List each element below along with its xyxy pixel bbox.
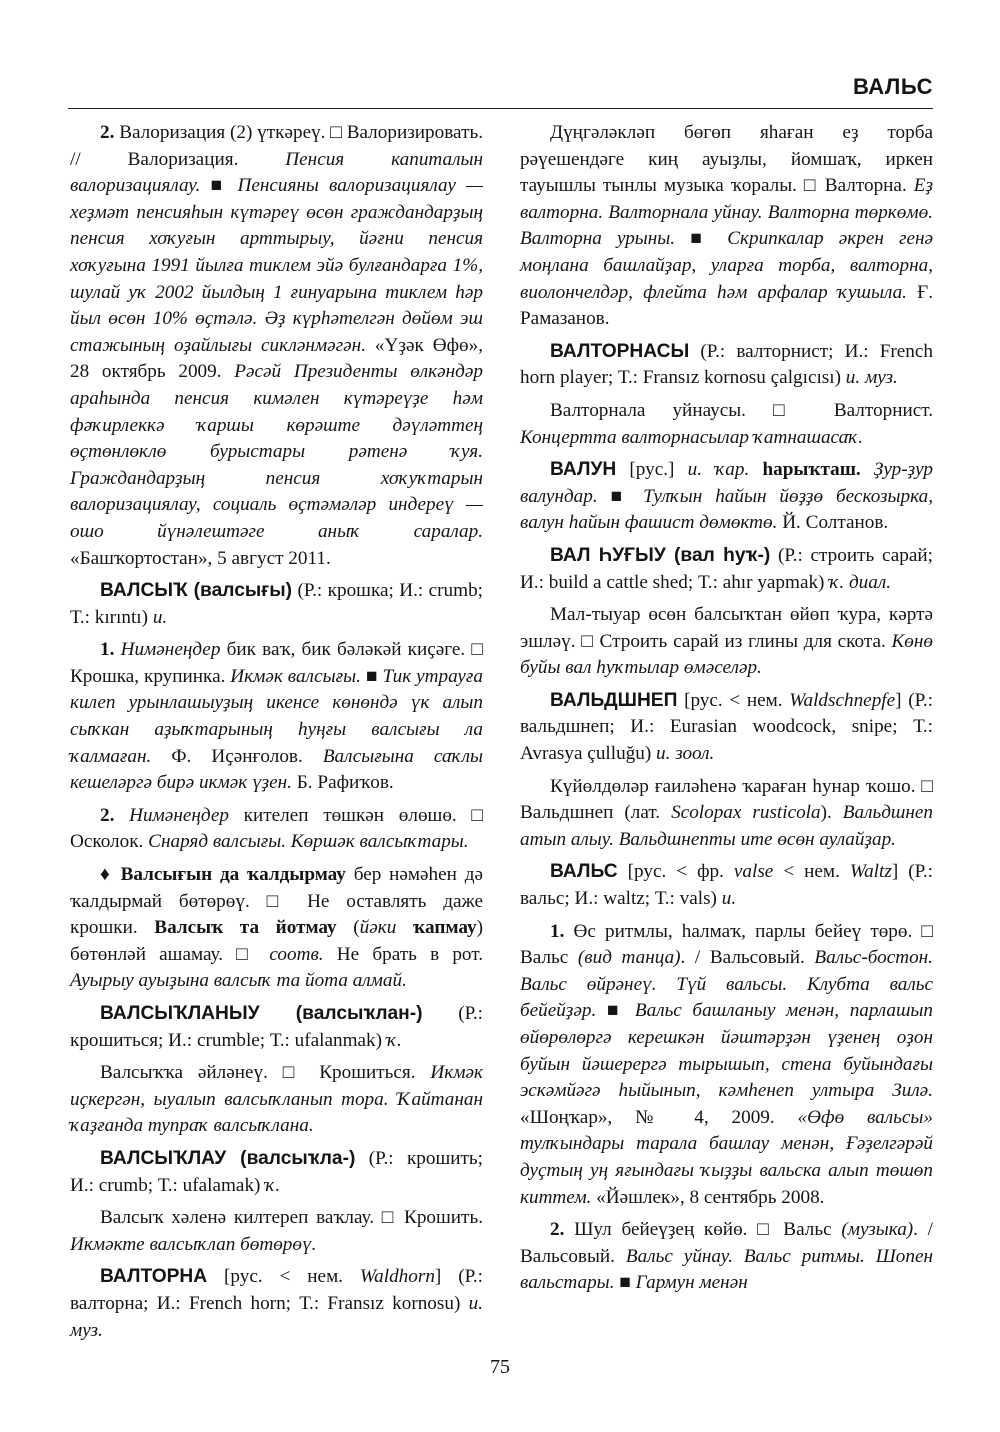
punctuation xyxy=(396,917,413,938)
sense-paragraph xyxy=(70,1060,483,1140)
quotation-text: Скрипкалар әкрен генә моңлана башлайҙар, уларға торба, валторна, виолончелдәр, флейта һәм арфалар ҡушыла. xyxy=(520,228,933,303)
sense-number: 2. xyxy=(100,804,130,826)
entry-translations: ] (Р.: вальс; И.: waltz; Т.: vals) xyxy=(520,861,933,910)
source-citation: «Йәшлек», 8 сентябрь 2008. xyxy=(596,1186,825,1208)
example-text: Ҙур-ҙур валундар. xyxy=(520,459,933,507)
square-bullet-icon: ■ xyxy=(619,1272,636,1294)
example-text: Икмәк валсығы. xyxy=(230,665,366,687)
sense-paragraph xyxy=(520,398,933,451)
etymology-word: Waldhorn xyxy=(359,1266,435,1288)
running-title: ВАЛЬС xyxy=(852,74,933,99)
definition-text: Валсыҡҡа әйләнеү. □ Крошиться. xyxy=(100,1062,431,1084)
entry-translations: (Р.: валторнист; И.: French horn player; Т.: Fransız kornosu çalgıcısı) xyxy=(520,340,933,389)
entry-stem: (валсыҡла-) xyxy=(226,1147,356,1169)
idiom-paragraph xyxy=(70,862,483,995)
square-bullet-icon: ■ xyxy=(610,485,644,507)
punctuation xyxy=(861,459,874,480)
entry-translations: (Р.: крошка; И.: crumb; Т.: kırıntı) xyxy=(70,580,483,628)
example-text: Икмәкте валсыҡлап бөтөрөү. xyxy=(70,1233,317,1255)
example-text: Вальс уйнау. Вальс ритмы. Шопен вальстары. xyxy=(520,1245,934,1294)
entry-headword: ВАЛЬС xyxy=(550,861,618,883)
etymology-word: Waldschnepfe xyxy=(789,689,896,711)
entry-headword: ВАЛЬДШНЕП xyxy=(550,689,678,711)
punctuation: ( xyxy=(336,917,360,939)
part-of-speech: и. xyxy=(152,606,168,628)
definition-text: Не брать в рот. xyxy=(323,943,483,965)
entry-translations: (Р.: строить сарай; И.: build a cattle shed; Т.: ahır yapmak) xyxy=(520,544,933,593)
square-bullet-icon: ■ xyxy=(365,665,383,687)
definition-text: Валторнала уйнаусы. □ Валторнист. xyxy=(550,399,933,421)
example-text: Снаряд валсығы. Көршәк валсыҡтары. xyxy=(148,831,469,853)
running-header xyxy=(68,72,933,109)
part-of-speech: и. муз. xyxy=(70,1292,483,1341)
definition-text: Мал-тыуар өсөн балсыҡтан өйөп ҡура, кәртә эшләү. □ Строить сарай из глины для скота. xyxy=(520,604,933,652)
entry-translations: ] (Р.: валторна; И.: French horn; Т.: Fransız kornosu) xyxy=(70,1266,483,1314)
idiom-phrase: Валсығын да ҡалдырмау xyxy=(120,864,346,886)
sense-number: 1. xyxy=(550,920,574,942)
sense-number: 2. xyxy=(550,1219,575,1241)
dictionary-entry xyxy=(520,688,933,768)
definition-text: кителеп төшкән өлөшө. □ Осколок. xyxy=(70,804,484,853)
source-citation: Ф. Иҫәнғолов. xyxy=(171,745,323,767)
dictionary-entry xyxy=(520,457,933,537)
part-of-speech: ҡ. xyxy=(386,1029,402,1051)
quotation-text: Пенсияны валоризациялау — хеҙмәт пенсияһын күтәреү өсөн граждандарҙың пенсия хоҡуғын арттырыу, йәғни пенсия хоҡуғына 1991 йылға тиклем эйә булғандарға 1%, шулай уҡ 2002 йылдың 1 ғинуарына тиклем һәр йыл өсөн 10% өҫтәлә. Әҙ күрһәтелгән дөйөм эш стажының оҙайлығы сикләнмәгән. xyxy=(70,175,483,356)
part-of-speech: и. xyxy=(721,888,737,910)
idiom-variant-marker: йәки xyxy=(359,917,397,939)
dictionary-entry xyxy=(70,1001,483,1054)
definition-text: ) бөтөнләй ашамау. □ xyxy=(70,917,483,965)
entry-translations: (Р.: крошиться; И.: crumble; Т.: ufalanmak) xyxy=(70,1003,483,1051)
part-of-speech: ҡ. диал. xyxy=(829,571,892,593)
part-of-speech: и. ҡар. xyxy=(687,459,750,481)
sense-paragraph xyxy=(70,1205,483,1258)
dictionary-entry xyxy=(70,578,483,631)
definition-text: Шул бейеүҙең көйө. □ Вальс xyxy=(574,1219,842,1241)
abbreviation: соотв. xyxy=(269,943,324,965)
entry-translations: (Р.: крошить; И.: crumb; Т.: ufalamak) xyxy=(70,1147,483,1196)
dictionary-entry xyxy=(520,339,933,392)
etymology-text: [рус. < нем. xyxy=(207,1266,360,1288)
etymology-text: [рус.] xyxy=(616,459,688,481)
definition-text: Дүңгәләкләп бөгөп яһаған еҙ торба рәүешендәге киң ауыҙлы, йомшаҡ, иркен тауышлы тынлы музыка ҡоралы. □ Валторна. xyxy=(520,122,933,197)
gloss-note: (музыка) xyxy=(841,1219,914,1241)
source-citation: Б. Рафиҡов. xyxy=(296,772,394,794)
punctuation: ). xyxy=(820,802,843,824)
part-of-speech: и. зоол. xyxy=(656,743,715,765)
sense-number: 1. xyxy=(100,639,121,661)
example-text: Көнө буйы вал һуҡтылар өмәселәр. xyxy=(520,630,933,679)
source-citation: «Башҡортостан», 5 август 2011. xyxy=(70,547,331,569)
definition-text: Валсыҡ хәленә килтереп ваҡлау. □ Крошить. xyxy=(100,1207,483,1229)
dictionary-entry xyxy=(70,1264,483,1344)
quotation-text: Гармун менән xyxy=(635,1272,748,1294)
quotation-text: «Өфө вальсы» тулҡындары тарала башлау менән, Ғәҙелгәрәй дуҫтың уң яғындағы ҡыҙҙы вальска алып төшөп киттем. xyxy=(520,1106,933,1208)
definition-text: Күйөлдөләр ғаиләһенә ҡараған һунар ҡошо. □ Вальдшнеп (лат. xyxy=(520,775,933,824)
entry-stem: (валсығы) xyxy=(187,580,293,602)
source-citation: «Үҙәк Өфө», 28 октябрь 2009. xyxy=(70,334,483,383)
etymology-text: < нем. xyxy=(773,861,850,883)
entry-headword: ВАЛСЫҠЛАНЫУ xyxy=(100,1003,260,1024)
definition-text: Өс ритмлы, һалмаҡ, парлы бейеү төрө. □ Вальс xyxy=(520,920,933,969)
example-text: Вальс-бостон. Вальс өйрәнеү. Түй вальсы. Клубта вальс бейейҙәр. xyxy=(520,947,933,1022)
entry-headword: ВАЛСЫҠЛАУ xyxy=(100,1147,227,1169)
quotation-text: Тик утрауға килеп урынлашыуҙың икенсе көнөндә үк алып сыҡкан аҙыҡтарының һуңғы валсығы ла ҡалмаған. xyxy=(70,665,484,767)
part-of-speech: и. муз. xyxy=(845,367,898,389)
square-bullet-icon: ■ xyxy=(210,175,238,197)
dictionary-entry xyxy=(520,859,933,912)
definition-text: Валоризация (2) үткәреү. □ Валоризировать. // Валоризация. xyxy=(70,122,484,170)
dictionary-entry xyxy=(520,543,933,596)
punctuation xyxy=(749,459,762,480)
cross-reference: һарыҡташ. xyxy=(762,459,861,481)
left-column xyxy=(70,120,483,1350)
example-text: Вальдшнеп атып алыу. Вальдшнепты ите өсөн аулайҙар. xyxy=(520,802,934,850)
etymology-word: valse xyxy=(733,861,774,883)
sense-number: 2. xyxy=(100,122,120,143)
sense-paragraph xyxy=(520,602,933,682)
example-text: Икмәк иҫкергән, ыуалып валсыҡланып тора. Ҡайтанан ҡаҙғанда тупраҡ валсыҡлана. xyxy=(70,1062,483,1137)
diamond-bullet-icon: ♦ xyxy=(100,864,121,886)
example-text: Ауырыу ауыҙына валсыҡ та йота алмай. xyxy=(70,970,407,992)
sense-paragraph xyxy=(70,637,483,797)
example-text: Концертта валторнасылар ҡатнашасаҡ. xyxy=(520,426,864,448)
right-column xyxy=(520,120,933,1303)
sense-paragraph xyxy=(70,120,483,572)
sense-paragraph xyxy=(70,803,483,856)
entry-headword: ВАЛТОРНА xyxy=(100,1266,208,1288)
sense-paragraph xyxy=(520,1217,933,1297)
etymology-word: Waltz xyxy=(849,861,892,883)
source-citation: «Шоңҡар», № 4, 2009. xyxy=(520,1106,798,1128)
entry-translations: ] (Р.: вальдшнеп; И.: Eurasian woodcock, snipe; Т.: Avrasya çulluğu) xyxy=(520,689,933,765)
entry-headword: ВАЛ ҺУҒЫУ xyxy=(550,544,666,566)
source-citation: Ғ. Рамазанов. xyxy=(520,281,933,330)
etymology-text: [рус. < фр. xyxy=(617,861,734,883)
quotation-text: Вальс башланыу менән, парлашып өйөрөлөргә керешкән йәштәрҙән үҙенең оҙон буйын йәшерергә тырышып, стена буйындағы эскәмйәгә һыйынып, кәмһенеп ултыра Зилә. xyxy=(520,1000,934,1102)
square-bullet-icon: ■ xyxy=(690,228,728,250)
example-text: Пенсия капиталын валоризациялау. xyxy=(70,148,483,197)
definition-italic: Нимәнеңдер xyxy=(129,804,229,826)
definition-text: . / Вальсовый. xyxy=(680,947,815,969)
definition-italic: Нимәнеңдер xyxy=(120,639,221,661)
definition-text: бер нәмәһен дә ҡалдырмай бөтөрөү. □ Не оставлять даже крошки. xyxy=(70,864,484,939)
sense-paragraph xyxy=(520,774,933,854)
example-text: Еҙ валторна. Валторнала уйнау. Валторна төркөмө. Валторна урыны. xyxy=(520,175,933,250)
definition-text: . / Вальсовый. xyxy=(520,1219,933,1267)
quotation-text: Тулҡын һайын йөҙҙө бескозырка, валун һайын фашист дөмөктө. xyxy=(520,485,934,534)
definition-text: бик ваҡ, бик бәләкәй киҫәге. □ Крошка, крупинка. xyxy=(70,639,484,687)
quotation-text: Рәсәй Президенты өлкәндәр араһында пенсия кимәлен күтәреүҙе һәм фәҡирлеккә ҡаршы көрәште дәүләттең өҫтөнлөклө бурыстары рәтенә ҡуя. Граждандарҙың пенсия хоҡуҡтарын валоризациялау, социаль өҫтәмәләр индереү — ошо йүнәлештәге аныҡ саралар. xyxy=(70,361,483,542)
entry-stem: (вал һуҡ-) xyxy=(665,544,771,566)
part-of-speech: ҡ. xyxy=(265,1174,281,1196)
page-number: 75 xyxy=(490,1356,510,1378)
entry-headword: ВАЛСЫҠ xyxy=(100,580,188,602)
idiom-phrase: Валсыҡ та йотмау xyxy=(154,917,337,939)
etymology-text: [рус. < нем. xyxy=(677,689,790,711)
sense-paragraph xyxy=(520,120,933,333)
entry-headword: ВАЛТОРНАСЫ xyxy=(550,340,690,362)
latin-name: Scolopax rusticola xyxy=(671,802,821,824)
dictionary-entry xyxy=(70,1146,483,1199)
source-citation: Й. Солтанов. xyxy=(782,512,889,534)
gloss-note: (вид танца) xyxy=(577,947,681,969)
idiom-phrase: ҡапмау xyxy=(412,917,477,939)
sense-paragraph xyxy=(520,919,933,1212)
entry-headword: ВАЛУН xyxy=(550,459,617,481)
entry-stem: (валсыҡлан-) xyxy=(259,1003,423,1024)
quotation-text: Валсығына саҡлы кешеләргә бирә икмәк үҙен. xyxy=(70,745,483,794)
square-bullet-icon: ■ xyxy=(606,1000,635,1022)
